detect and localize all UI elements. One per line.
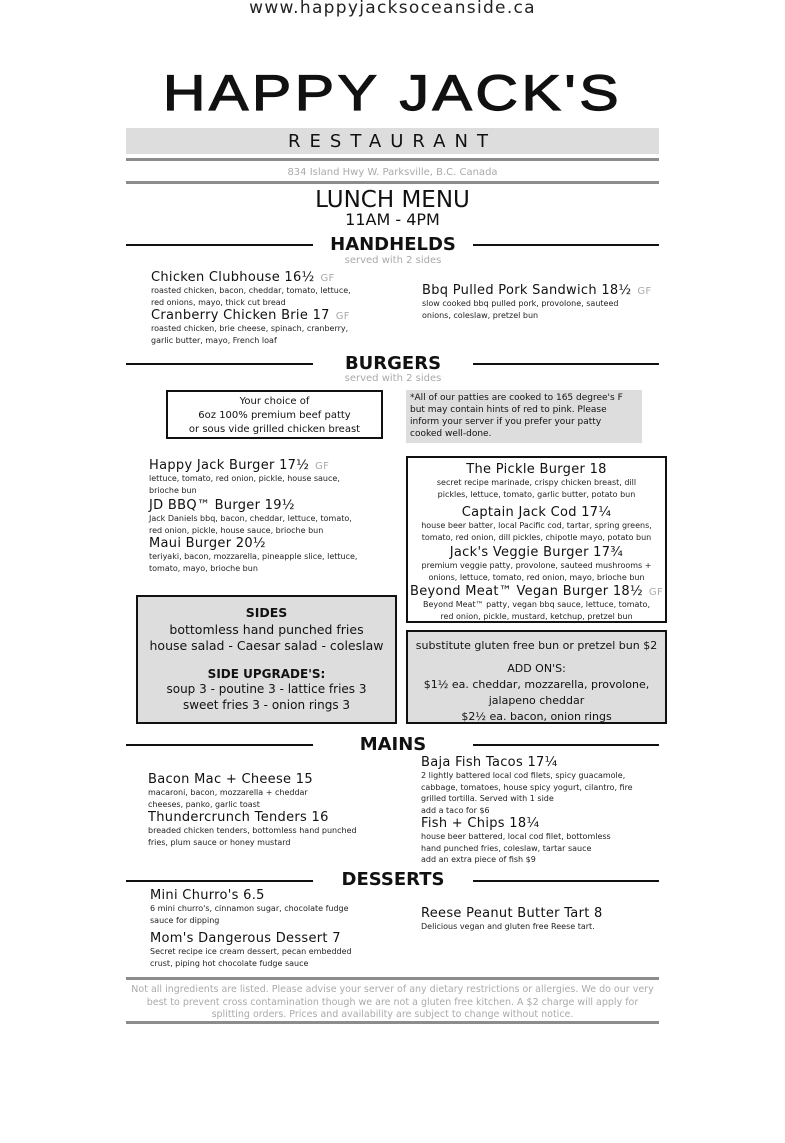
upgrade-line: soup 3 - poutine 3 - lattice fries 3 xyxy=(166,682,367,696)
item-name: Jack's Veggie Burger 17¾ xyxy=(449,545,624,560)
item-desc: hand punched fries, coleslaw, tartar sauce xyxy=(421,843,592,853)
menu-item xyxy=(422,283,651,321)
item-desc: tomato, mayo, brioche bun xyxy=(149,563,258,573)
item-desc: lettuce, tomato, red onion, pickle, house sauce, xyxy=(149,474,340,483)
menu-item xyxy=(421,906,603,933)
section-rule xyxy=(473,363,659,365)
item-desc: premium veggie patty, provolone, sauteed mushrooms + xyxy=(421,561,652,570)
item-desc: roasted chicken, bacon, cheddar, tomato, lettuce, xyxy=(151,286,351,295)
menu-item xyxy=(151,270,351,308)
item-name: Fish + Chips 18¼ xyxy=(421,816,540,831)
item-desc: secret recipe marinade, crispy chicken breast, dill xyxy=(436,478,637,487)
menu-item xyxy=(150,931,352,969)
menu-item xyxy=(408,505,665,543)
item-desc: red onion, pickle, house sauce, brioche bun xyxy=(149,525,324,535)
gf-tag: GF xyxy=(315,461,330,472)
choice-line: Your choice of xyxy=(239,396,310,407)
website-url: www.happyjacksoceanside.ca xyxy=(249,0,536,18)
item-name: JD BBQ™ Burger 19½ xyxy=(149,498,295,513)
item-desc: fries, plum sauce or honey mustard xyxy=(148,837,291,847)
section-heading-burgers: BURGERS xyxy=(344,353,442,374)
gf-tag: GF xyxy=(335,311,350,322)
item-desc: cabbage, tomatoes, house spicy yogurt, cilantro, fire xyxy=(421,782,633,792)
item-desc: slow cooked bbq pulled pork, provolone, sauteed xyxy=(422,299,619,308)
item-name: Chicken Clubhouse 16½ xyxy=(151,270,315,285)
menu-item xyxy=(150,888,349,926)
item-desc: pickles, lettuce, tomato, garlic butter, potato bun xyxy=(437,489,636,499)
substitute-line: substitute gluten free bun or pretzel bun $2 xyxy=(415,639,658,652)
item-name: Reese Peanut Butter Tart 8 xyxy=(421,906,603,921)
menu-item xyxy=(149,536,357,574)
sides-line: house salad - Caesar salad - coleslaw xyxy=(149,638,384,653)
menu-item xyxy=(408,462,665,500)
addons-box xyxy=(406,630,667,724)
item-name: Captain Jack Cod 17¼ xyxy=(461,505,612,520)
menu-hours: 11AM - 4PM xyxy=(345,210,440,229)
item-desc: brioche bun xyxy=(149,485,197,495)
item-name: Maui Burger 20½ xyxy=(149,536,266,551)
sides-line: bottomless hand punched fries xyxy=(169,622,364,637)
item-desc: house beer batter, local Pacific cod, tartar, spring greens, xyxy=(421,521,652,530)
item-desc: grilled tortilla. Served with 1 side xyxy=(421,794,554,803)
disclaimer xyxy=(120,984,665,1022)
gf-tag: GF xyxy=(648,587,664,598)
notice-line: inform your server if you prefer your patty xyxy=(410,417,602,427)
item-desc: crust, piping hot chocolate fudge sauce xyxy=(150,958,309,968)
item-desc: onions, lettuce, tomato, red onion, mayo, brioche bun xyxy=(428,572,645,582)
section-subtitle: served with 2 sides xyxy=(344,255,442,266)
cooking-notice xyxy=(406,390,642,443)
disclaimer-line: splitting orders. Prices and availability are subject to change without notice. xyxy=(211,1009,574,1020)
item-name: Baja Fish Tacos 17¼ xyxy=(421,755,558,770)
section-rule xyxy=(126,880,313,882)
item-note: add a taco for $6 xyxy=(421,805,490,815)
item-desc: red onion, pickle, mustard, ketchup, pretzel bun xyxy=(440,611,633,621)
divider xyxy=(126,977,659,980)
item-desc: sauce for dipping xyxy=(150,915,220,925)
item-name: The Pickle Burger 18 xyxy=(466,462,607,477)
patty-choice-box xyxy=(166,390,383,439)
item-name: Thundercrunch Tenders 16 xyxy=(148,810,329,825)
disclaimer-line: Not all ingredients are listed. Please advise your server of any dietary restrictions or allergies. We do our very xyxy=(131,984,654,995)
item-name: Bacon Mac + Cheese 15 xyxy=(148,772,313,787)
menu-item xyxy=(149,498,352,536)
item-desc: cheeses, panko, garlic toast xyxy=(148,799,260,809)
item-name: Bbq Pulled Pork Sandwich 18½ xyxy=(422,283,632,298)
menu-item xyxy=(148,810,357,848)
menu-item xyxy=(148,772,313,810)
choice-line: or sous vide grilled chicken breast xyxy=(188,424,361,435)
section-rule xyxy=(126,244,313,246)
item-desc: red onions, mayo, thick cut bread xyxy=(151,297,286,307)
addons-heading: ADD ON'S: xyxy=(507,662,566,675)
section-rule xyxy=(126,744,313,746)
item-name: Mini Churro's 6.5 xyxy=(150,888,265,903)
item-desc: onions, coleslaw, pretzel bun xyxy=(422,310,539,320)
menu-item xyxy=(421,755,633,816)
side-upgrade-heading: SIDE UPGRADE'S: xyxy=(207,667,326,681)
sides-box xyxy=(136,595,397,724)
item-desc: 2 lightly battered local cod filets, spicy guacamole, xyxy=(421,771,626,780)
item-desc: Delicious vegan and gluten free Reese tart. xyxy=(421,922,595,931)
menu-item xyxy=(421,816,611,866)
item-name: Mom's Dangerous Dessert 7 xyxy=(150,931,341,946)
menu-item xyxy=(151,308,350,346)
section-rule xyxy=(126,363,313,365)
item-desc: garlic butter, mayo, French loaf xyxy=(151,335,277,345)
item-desc: Secret recipe ice cream dessert, pecan embedded xyxy=(150,947,352,956)
choice-line: 6oz 100% premium beef patty xyxy=(198,410,351,421)
notice-line: but may contain hints of red to pink. Please xyxy=(410,405,607,415)
section-heading-mains: MAINS xyxy=(359,734,427,755)
item-desc: house beer battered, local cod filet, bottomless xyxy=(421,832,611,841)
restaurant-label: RESTAURANT xyxy=(288,131,497,152)
item-desc: macaroni, bacon, mozzarella + cheddar xyxy=(148,788,308,797)
item-name: Beyond Meat™ Vegan Burger 18½ xyxy=(409,584,643,599)
item-desc: tomato, red onion, dill pickles, chipotle mayo, potato bun xyxy=(421,532,652,542)
item-name: Cranberry Chicken Brie 17 xyxy=(151,308,330,323)
item-desc: Jack Daniels bbq, bacon, cheddar, lettuce, tomato, xyxy=(149,514,352,523)
address: 834 Island Hwy W. Parksville, B.C. Canada xyxy=(287,167,498,178)
upgrade-line: sweet fries 3 - onion rings 3 xyxy=(182,698,351,712)
sides-heading: SIDES xyxy=(245,605,288,620)
addon-line: $2½ ea. bacon, onion rings xyxy=(461,710,612,723)
menu-title: LUNCH MENU xyxy=(315,187,470,213)
item-note: add an extra piece of fish $9 xyxy=(421,855,536,864)
section-rule xyxy=(473,744,659,746)
addon-line: $1½ ea. cheddar, mozzarella, provolone, xyxy=(423,678,650,691)
brand-logo-text: HAPPY JACK'S xyxy=(162,65,623,121)
section-subtitle: served with 2 sides xyxy=(344,373,442,384)
menu-item xyxy=(408,584,665,622)
item-desc: roasted chicken, brie cheese, spinach, cranberry, xyxy=(151,324,349,333)
notice-line: cooked well-done. xyxy=(410,429,492,439)
divider xyxy=(126,1021,659,1024)
gf-tag: GF xyxy=(637,286,652,297)
disclaimer-line: best to prevent cross contamination though we are not a gluten free kitchen. A $2 charge will apply for xyxy=(146,996,639,1008)
divider xyxy=(126,158,659,161)
menu-item xyxy=(149,458,340,496)
section-heading-handhelds: HANDHELDS xyxy=(330,234,456,255)
item-desc: teriyaki, bacon, mozzarella, pineapple slice, lettuce, xyxy=(149,552,358,561)
gf-tag: GF xyxy=(320,273,335,284)
item-desc: Beyond Meat™ patty, vegan bbq sauce, lettuce, tomato, xyxy=(423,600,650,609)
section-heading-desserts: DESSERTS xyxy=(341,869,445,890)
menu-item xyxy=(408,545,665,583)
divider xyxy=(126,181,659,184)
item-name: Happy Jack Burger 17½ xyxy=(149,458,310,473)
item-desc: 6 mini churro's, cinnamon sugar, chocolate fudge xyxy=(150,904,349,913)
notice-line: *All of our patties are cooked to 165 degree's F xyxy=(410,393,623,403)
section-rule xyxy=(473,880,659,882)
section-rule xyxy=(473,244,659,246)
specialty-burgers-box xyxy=(406,456,667,623)
item-desc: breaded chicken tenders, bottomless hand punched xyxy=(148,826,357,835)
addon-line: jalapeno cheddar xyxy=(488,694,585,707)
